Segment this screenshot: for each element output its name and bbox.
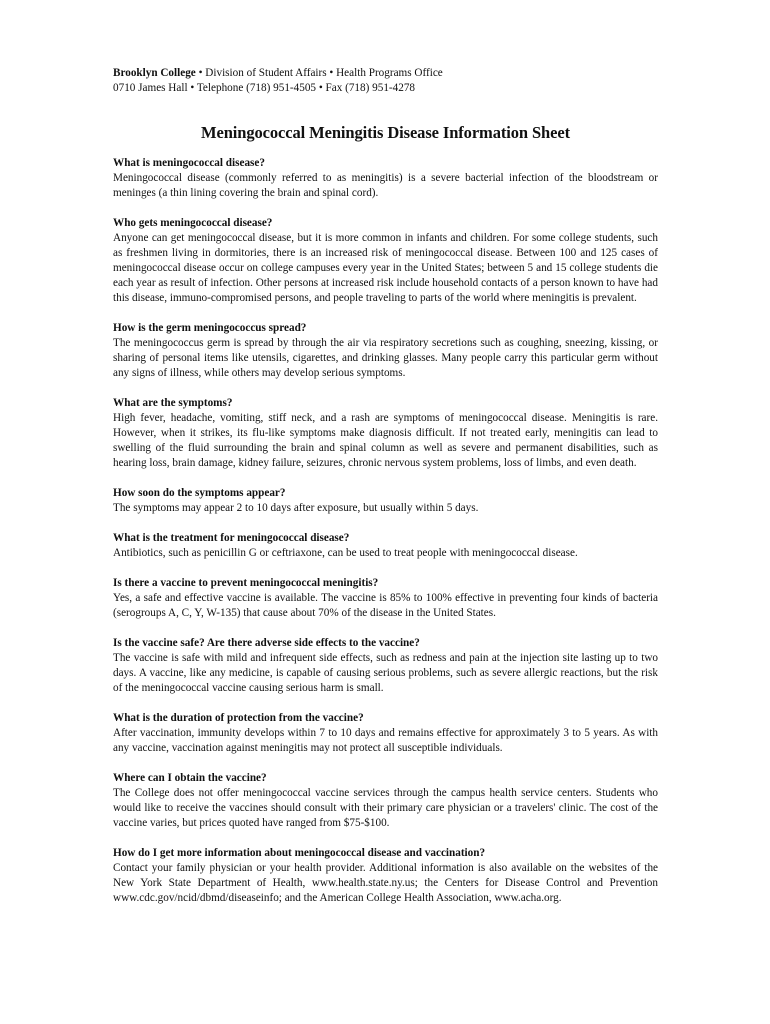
faq-answer: The vaccine is safe with mild and infrequent side effects, such as redness and pain at the injection site lasting up to two days. A vaccine, like any medicine, is capable of causing serious problems, such as severe allergic reactions, but the risk of the meningococcal vaccine causing serious harm is small. [113,652,658,694]
faq-answer: Yes, a safe and effective vaccine is available. The vaccine is 85% to 100% effective in preventing four kinds of bacteria (serogroups A, C, Y, W-135) that cause about 70% of the disease in the United States. [113,592,658,619]
faq-question: How do I get more information about meningococcal disease and vaccination? [113,847,486,859]
faq-question: How is the germ meningococcus spread? [113,322,307,334]
letterhead-line-2: 0710 James Hall • Telephone (718) 951-4505 • Fax (718) 951-4278 [113,82,416,94]
faq-answer: High fever, headache, vomiting, stiff neck, and a rash are symptoms of meningococcal disease. Meningitis is rare. However, when it strikes, its flu-like symptoms make diagnosis difficult. If not treated early, meningitis can lead to swelling of the fluid surrounding the brain and spinal column as well as severe and permanent disabilities, such as hearing loss, brain damage, kidney failure, seizures, chronic nervous system problems, loss of limbs, and even death. [113,412,658,469]
faq-answer: Meningococcal disease (commonly referred to as meningitis) is a severe bacterial infection of the bloodstream or meninges (a thin lining covering the brain and spinal cord). [113,172,658,199]
faq-question: What is the duration of protection from the vaccine? [113,712,364,724]
faq-section [113,711,658,756]
faq-question: What are the symptoms? [113,397,233,409]
faq-question: What is the treatment for meningococcal disease? [113,532,350,544]
faq-answer: Anyone can get meningococcal disease, but it is more common in infants and children. For some college students, such as freshmen living in dormitories, there is an increased risk of meningococcal disease. Between 100 and 125 cases of meningococcal disease occur on college campuses every year in the United States; between 5 and 15 college students die each year as result of infection. Other persons at increased risk include household contacts of a person known to have had this disease, immuno-compromised persons, and people traveling to parts of the world where meningitis is prevalent. [113,232,658,304]
faq-section [113,396,658,471]
faq-section [113,321,658,381]
college-name: Brooklyn College [113,67,196,79]
faq-answer: After vaccination, immunity develops within 7 to 10 days and remains effective for approximately 3 to 5 years. As with any vaccine, vaccination against meningitis may not protect all susceptible individuals. [113,727,658,754]
faq-section [113,486,658,516]
faq-answer: Antibiotics, such as penicillin G or ceftriaxone, can be used to treat people with meningococcal disease. [113,547,578,559]
faq-section [113,576,658,621]
faq-question: Is the vaccine safe? Are there adverse side effects to the vaccine? [113,637,420,649]
faq-section [113,531,658,561]
faq-section [113,216,658,306]
faq-section [113,846,658,906]
faq-question: Where can I obtain the vaccine? [113,772,267,784]
letterhead [113,66,658,96]
letterhead-line-1 [113,66,658,81]
faq-answer: Contact your family physician or your health provider. Additional information is also available on the websites of the New York State Department of Health, www.health.state.ny.us; the Centers for Disease Control and Prevention www.cdc.gov/ncid/dbmd/diseaseinfo; and the American College Health Association, www.acha.org. [113,862,658,904]
document-page [113,66,658,921]
faq-section [113,156,658,201]
page-title: Meningococcal Meningitis Disease Information Sheet [201,123,570,142]
division-text: Division of Student Affairs • Health Programs Office [205,67,443,79]
faq-section [113,636,658,696]
header-bullet: • [195,67,206,79]
faq-question: Who gets meningococcal disease? [113,217,273,229]
faq-question: How soon do the symptoms appear? [113,487,286,499]
faq-section [113,771,658,831]
faq-question: Is there a vaccine to prevent meningococcal meningitis? [113,577,379,589]
faq-answer: The meningococcus germ is spread by through the air via respiratory secretions such as coughing, sneezing, kissing, or sharing of personal items like utensils, cigarettes, and drinking glasses. Many people carry this particular germ without any signs of illness, while others may develop serious symptoms. [113,337,658,379]
faq-question: What is meningococcal disease? [113,157,265,169]
faq-answer: The symptoms may appear 2 to 10 days after exposure, but usually within 5 days. [113,502,479,514]
faq-answer: The College does not offer meningococcal vaccine services through the campus health service centers. Students who would like to receive the vaccines should consult with their primary care physician or a travelers' clinic. The cost of the vaccine varies, but prices quoted have ranged from $75-$100. [113,787,658,829]
